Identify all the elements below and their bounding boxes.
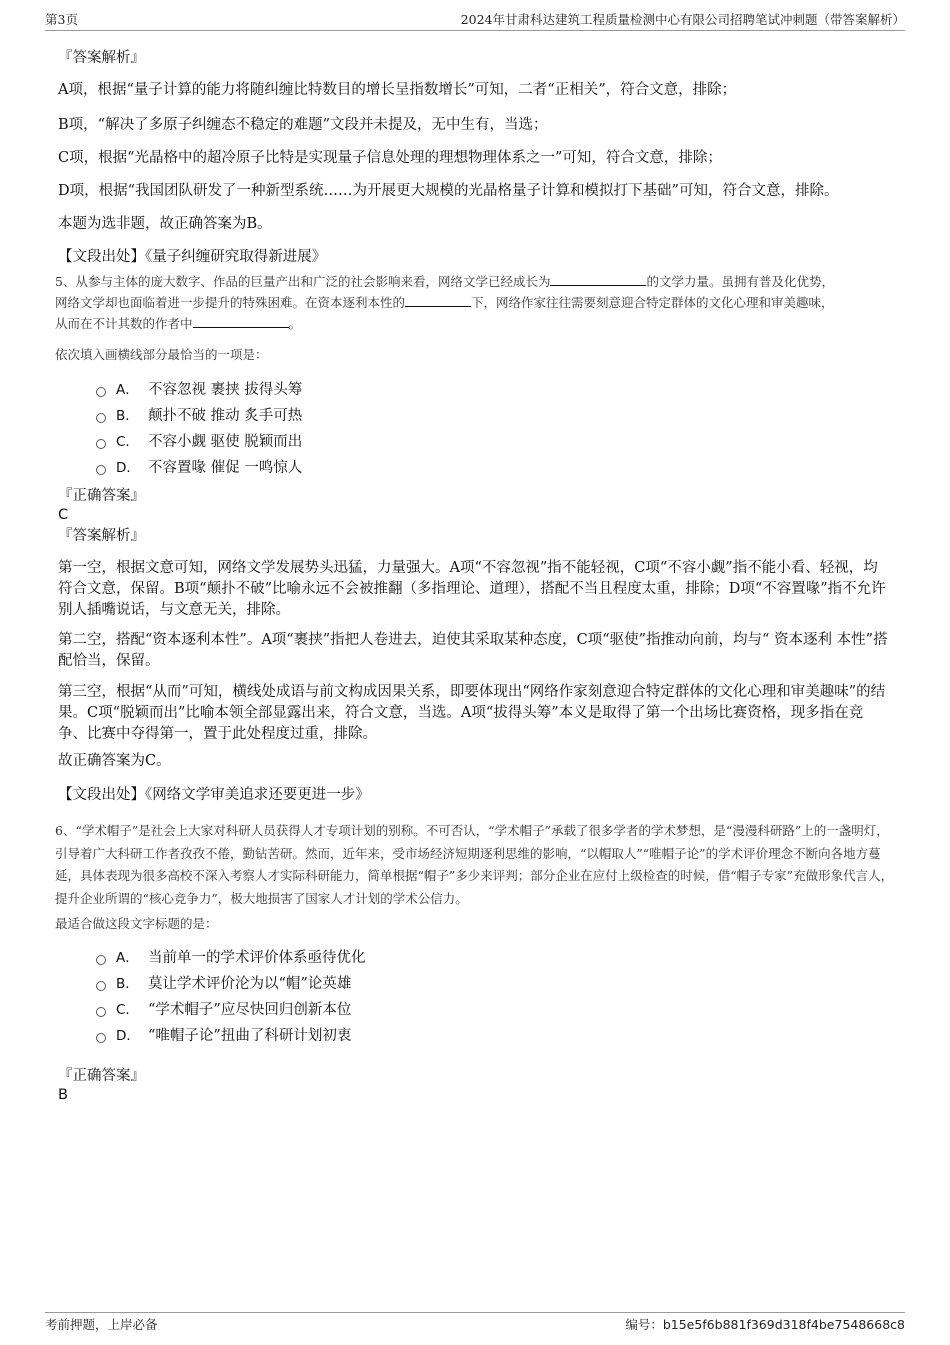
- analysis-line: D项，根据“我国团队研发了一种新型系统……为开展更大规模的光晶格量子计算和模拟打下基础”可知，符合文意，排除。: [58, 183, 839, 199]
- answer-label: 『正确答案』: [58, 1068, 145, 1084]
- radio-icon[interactable]: [96, 955, 106, 965]
- option-b[interactable]: B． 莫让学术评价沦为以“帽”论英雄: [96, 974, 351, 994]
- fill-blank: [405, 294, 471, 307]
- option-a[interactable]: A． 不容忽视 裹挟 拔得头筹: [96, 380, 302, 400]
- answer-label: 『正确答案』: [58, 488, 145, 504]
- question-5-stem: 5、从参与主体的庞大数字、作品的巨量产出和广泛的社会影响来看，网络文学已经成长为 的文学力量。虽拥有普及化优势， 网络文学却也面临着进一步提升的特殊困难。在资本逐利本性的 下，网络作家往往需要刻意迎合特定群体的文化心理和审美趣味， 从而在不计其数的作者中 。: [55, 274, 834, 331]
- page-number: 第3页: [45, 12, 78, 27]
- fill-blank: [193, 315, 289, 328]
- option-c[interactable]: C． “学术帽子”应尽快回归创新本位: [96, 1000, 351, 1020]
- source-citation: 【文段出处】《网络文学审美追求还要更进一步》: [58, 787, 370, 803]
- radio-icon[interactable]: [96, 387, 106, 397]
- radio-icon[interactable]: [96, 413, 106, 423]
- footer-slogan: 考前押题，上岸必备: [45, 1317, 158, 1332]
- radio-icon[interactable]: [96, 439, 106, 449]
- question-6-stem: 6、“学术帽子”是社会上大家对科研人员获得人才专项计划的别称。不可否认，“学术帽子”承载了很多学者的学术梦想，是“漫漫科研路”上的一盏明灯，引导着广大科研工作者孜孜不倦，勤钻苦研。然而，近年来，受市场经济短期逐利思维的影响，“以帽取人”“唯帽子论”的学术评价理念不断向各地方蔓延，具体表现为很多高校不深入考察人才实际科研能力，简单根据“帽子”多少来评判；部分企业在应付上级检查的时候，借“帽子专家”充做形象代言人，提升企业所谓的“核心竞争力”，极大地损害了国家人才计划的学术公信力。: [55, 823, 894, 906]
- analysis-conclusion: 故正确答案为C。: [58, 753, 171, 769]
- analysis-label: 『答案解析』: [58, 50, 145, 66]
- analysis-paragraph: 第一空，根据文意可知，网络文学发展势头迅猛，力量强大。A项“不容忽视”指不能轻视，C项“不容小觑”指不能小看、轻视，均符合文意，保留。B项“颠扑不破”比喻永远不会被推翻（多指理论、道理），搭配不当且程度太重，排除；D项“不容置喙”指不允许别人插嘴说话，与文意无关，排除。: [58, 560, 886, 618]
- analysis-paragraph: 第三空，根据“从而”可知，横线处成语与前文构成因果关系，即要体现出“网络作家刻意迎合特定群体的文化心理和审美趣味”的结果。C项“脱颖而出”比喻本领全部显露出来，符合文意，当选。A项“拔得头筹”本义是取得了第一个出场比赛资格，现多指在竞争、比赛中夺得第一，置于此处程度过重，排除。: [58, 684, 886, 742]
- radio-icon[interactable]: [96, 1007, 106, 1017]
- document-code: 编号：b15e5f6b881f369d318f4be7548668c8: [625, 1317, 905, 1332]
- footer-divider: [45, 1312, 905, 1313]
- source-citation: 【文段出处】《量子纠缠研究取得新进展》: [58, 249, 327, 265]
- option-d[interactable]: D． “唯帽子论”扭曲了科研计划初衷: [96, 1026, 351, 1046]
- analysis-line: B项，“解决了多原子纠缠态不稳定的难题”文段并未提及，无中生有，当选；: [58, 117, 548, 133]
- option-c[interactable]: C． 不容小觑 驱使 脱颖而出: [96, 432, 302, 452]
- question-5-prompt: 依次填入画横线部分最恰当的一项是：: [55, 347, 268, 362]
- analysis-conclusion: 本题为选非题，故正确答案为B。: [58, 216, 272, 232]
- option-d[interactable]: D． 不容置喙 催促 一鸣惊人: [96, 458, 302, 478]
- correct-answer: C: [58, 507, 69, 523]
- radio-icon[interactable]: [96, 1033, 106, 1043]
- option-a[interactable]: A． 当前单一的学术评价体系亟待优化: [96, 948, 366, 968]
- radio-icon[interactable]: [96, 981, 106, 991]
- document-title: 2024年甘肃科达建筑工程质量检测中心有限公司招聘笔试冲刺题（带答案解析）: [460, 12, 905, 27]
- correct-answer: B: [58, 1087, 68, 1103]
- fill-blank: [550, 273, 646, 286]
- question-6-prompt: 最适合做这段文字标题的是：: [55, 916, 218, 931]
- radio-icon[interactable]: [96, 465, 106, 475]
- header-divider: [45, 30, 905, 31]
- option-b[interactable]: B． 颠扑不破 推动 炙手可热: [96, 406, 302, 426]
- analysis-line: C项，根据“光晶格中的超冷原子比特是实现量子信息处理的理想物理体系之一”可知，符合文意，排除；: [58, 150, 722, 166]
- analysis-label: 『答案解析』: [58, 528, 145, 544]
- analysis-paragraph: 第二空，搭配“资本逐利本性”。A项“裹挟”指把人卷进去，迫使其采取某种态度，C项“驱使”指推动向前，均与“ 资本逐利 本性”搭配恰当，保留。: [58, 632, 888, 669]
- analysis-line: A项，根据“量子计算的能力将随纠缠比特数目的增长呈指数增长”可知，二者“正相关”，符合文意，排除；: [58, 82, 737, 98]
